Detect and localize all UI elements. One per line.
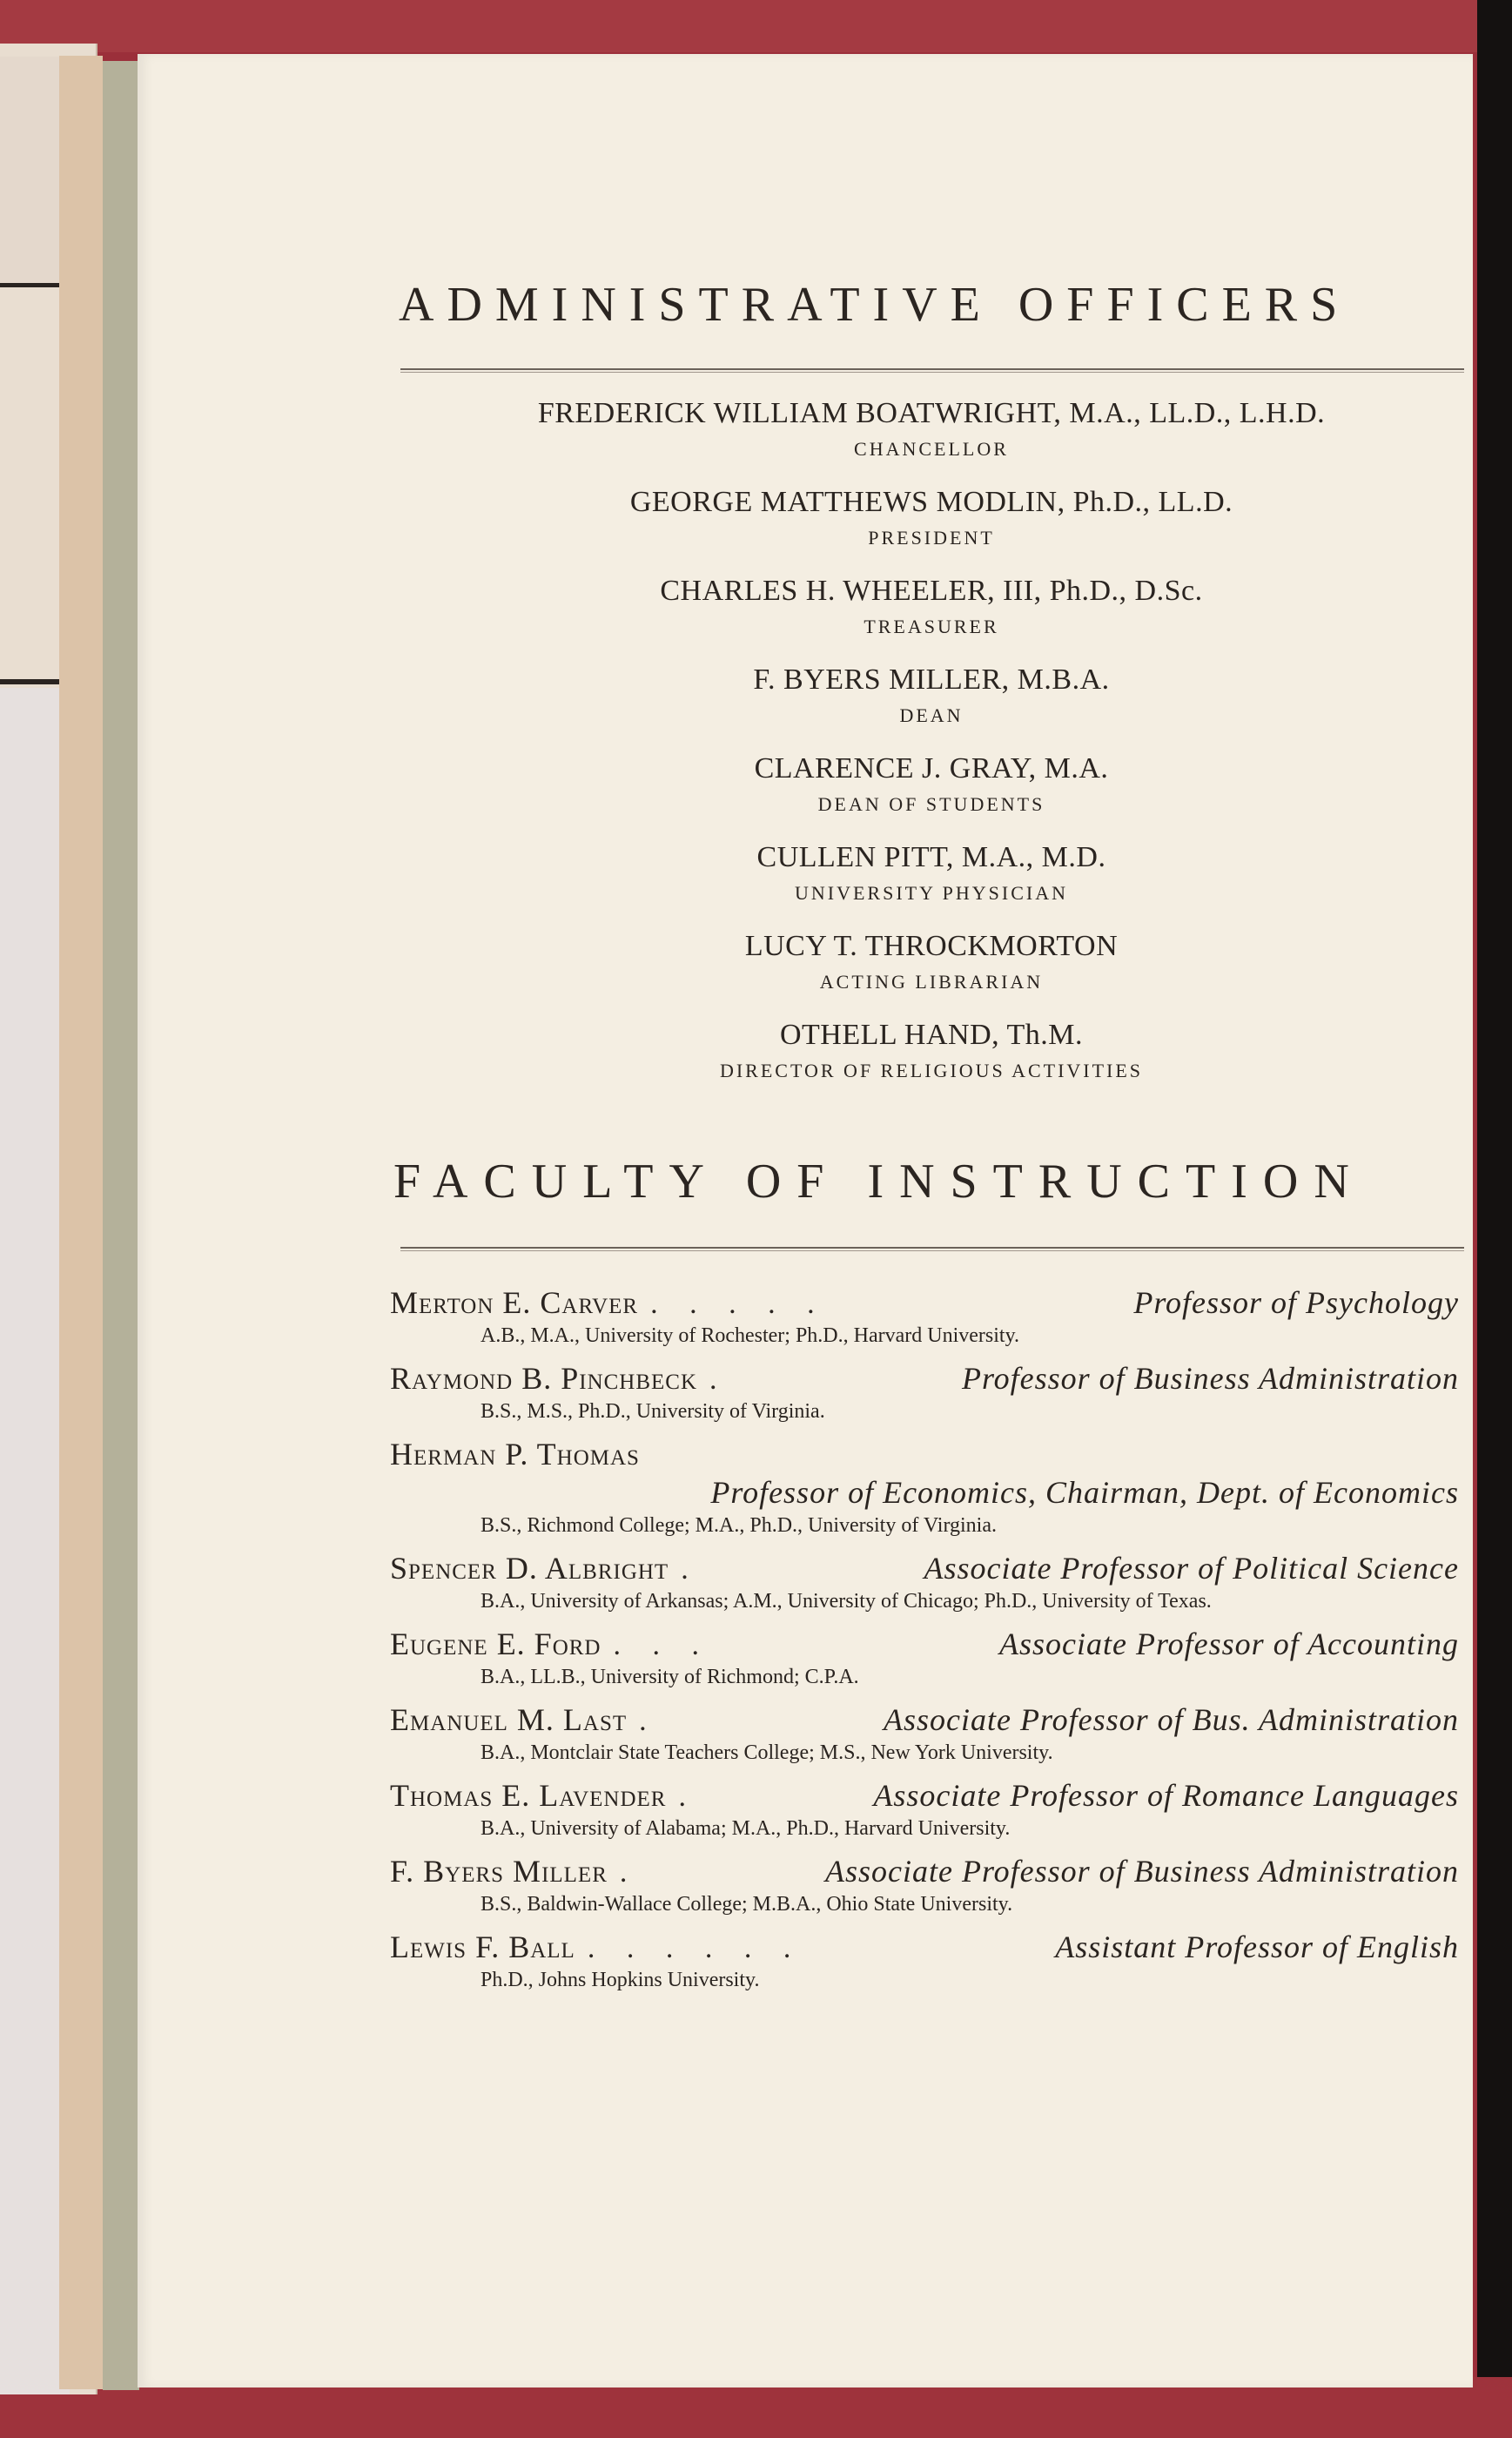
- officer-entry: [400, 840, 1462, 929]
- officer-entry: [400, 929, 1462, 1018]
- faculty-name: Spencer D. Albright: [390, 1551, 669, 1586]
- dot-leader: . . .: [613, 1629, 711, 1661]
- officer-name: LUCY T. THROCKMORTON: [744, 930, 1119, 962]
- faculty-position: Professor of Psychology: [1133, 1285, 1459, 1320]
- officer-title: UNIVERSITY PHYSICIAN: [794, 882, 1069, 904]
- faculty-name: Raymond B. Pinchbeck: [390, 1361, 698, 1396]
- faculty-degrees: A.B., M.A., University of Rochester; Ph.D., Harvard University.: [480, 1324, 1020, 1347]
- faculty-entry: [390, 1777, 1459, 1840]
- faculty-list: [390, 1284, 1459, 2004]
- officer-entry: [400, 751, 1462, 840]
- faculty-degrees: B.A., Montclair State Teachers College; M.S., New York University.: [480, 1741, 1053, 1764]
- faculty-name: Herman P. Thomas: [390, 1437, 640, 1472]
- officer-entry: [400, 396, 1462, 485]
- page-edge: [103, 61, 139, 2390]
- faculty-entry: [390, 1626, 1459, 1688]
- dot-leader: .: [678, 1781, 698, 1813]
- faculty-entry: [390, 1701, 1459, 1764]
- dot-leader: .: [619, 1856, 640, 1889]
- officer-entry: [400, 485, 1462, 574]
- faculty-degrees: B.S., Baldwin-Wallace College; M.B.A., Ohio State University.: [480, 1893, 1013, 1916]
- faculty-heading: FACULTY OF INSTRUCTION: [393, 1155, 1365, 1209]
- faculty-degrees: B.S., M.S., Ph.D., University of Virginia.: [480, 1400, 825, 1423]
- officer-title: DEAN: [899, 704, 964, 726]
- faculty-position: Associate Professor of Bus. Administration: [883, 1702, 1459, 1737]
- officer-name: F. BYERS MILLER, M.B.A.: [753, 663, 1110, 696]
- faculty-entry: [390, 1284, 1459, 1347]
- faculty-name: Thomas E. Lavender: [390, 1778, 667, 1813]
- faculty-name: F. Byers Miller: [390, 1854, 608, 1889]
- faculty-heading-rule: [400, 1247, 1464, 1251]
- faculty-position: Associate Professor of Political Science: [924, 1551, 1459, 1586]
- faculty-degrees: B.S., Richmond College; M.A., Ph.D., University of Virginia.: [480, 1514, 998, 1537]
- admin-heading-rule: [400, 368, 1464, 373]
- dot-leader: .: [681, 1553, 701, 1586]
- page-edge: [59, 56, 103, 2389]
- dot-leader: . . . . .: [650, 1288, 827, 1320]
- officer-entry: [400, 1018, 1462, 1107]
- faculty-entry: [390, 1929, 1459, 1991]
- dot-leader: .: [709, 1364, 729, 1396]
- officer-title: CHANCELLOR: [854, 438, 1009, 460]
- officer-entry: [400, 574, 1462, 663]
- officer-title: ACTING LIBRARIAN: [819, 971, 1044, 993]
- faculty-degrees: B.A., University of Alabama; M.A., Ph.D., Harvard University.: [480, 1817, 1011, 1840]
- faculty-entry: [390, 1853, 1459, 1916]
- dot-leader: . . . . . .: [587, 1932, 803, 1964]
- officer-name: CLARENCE J. GRAY, M.A.: [754, 752, 1109, 785]
- faculty-position: Professor of Business Administration: [961, 1361, 1459, 1396]
- faculty-degrees: B.A., LL.B., University of Richmond; C.P.A.: [480, 1666, 859, 1688]
- officer-title: TREASURER: [864, 616, 999, 637]
- officer-list: [400, 396, 1462, 1107]
- faculty-name: Emanuel M. Last: [390, 1702, 628, 1737]
- faculty-degrees: Ph.D., Johns Hopkins University.: [480, 1969, 760, 1991]
- officer-name: GEORGE MATTHEWS MODLIN, Ph.D., LL.D.: [629, 486, 1233, 518]
- faculty-entry: [390, 1436, 1459, 1537]
- faculty-degrees: B.A., University of Arkansas; A.M., University of Chicago; Ph.D., University of Texas.: [480, 1590, 1212, 1613]
- faculty-entry: [390, 1360, 1459, 1423]
- faculty-position: Associate Professor of Business Administration: [824, 1854, 1459, 1889]
- officer-entry: [400, 663, 1462, 751]
- faculty-position: Professor of Economics, Chairman, Dept. of Economics: [710, 1475, 1459, 1510]
- officer-name: OTHELL HAND, Th.M.: [779, 1019, 1084, 1051]
- officer-title: DIRECTOR OF RELIGIOUS ACTIVITIES: [719, 1060, 1144, 1081]
- faculty-name: Merton E. Carver: [390, 1285, 639, 1320]
- officer-title: DEAN OF STUDENTS: [817, 793, 1045, 815]
- officer-title: PRESIDENT: [868, 527, 995, 549]
- officer-name: CULLEN PITT, M.A., M.D.: [756, 841, 1106, 873]
- faculty-position: Associate Professor of Accounting: [999, 1626, 1459, 1661]
- admin-heading: ADMINISTRATIVE OFFICERS: [399, 278, 1351, 332]
- faculty-position: Associate Professor of Romance Languages: [873, 1778, 1459, 1813]
- faculty-position: Assistant Professor of English: [1055, 1930, 1459, 1964]
- faculty-name: Eugene E. Ford: [390, 1626, 601, 1661]
- dot-leader: .: [639, 1705, 659, 1737]
- book-cover-top: [0, 0, 1512, 52]
- officer-name: CHARLES H. WHEELER, III, Ph.D., D.Sc.: [660, 575, 1203, 607]
- faculty-name: Lewis F. Ball: [390, 1930, 575, 1964]
- officer-name: FREDERICK WILLIAM BOATWRIGHT, M.A., LL.D., L.H.D.: [537, 397, 1326, 429]
- book-cover-right: [1477, 0, 1512, 2438]
- faculty-entry: [390, 1550, 1459, 1613]
